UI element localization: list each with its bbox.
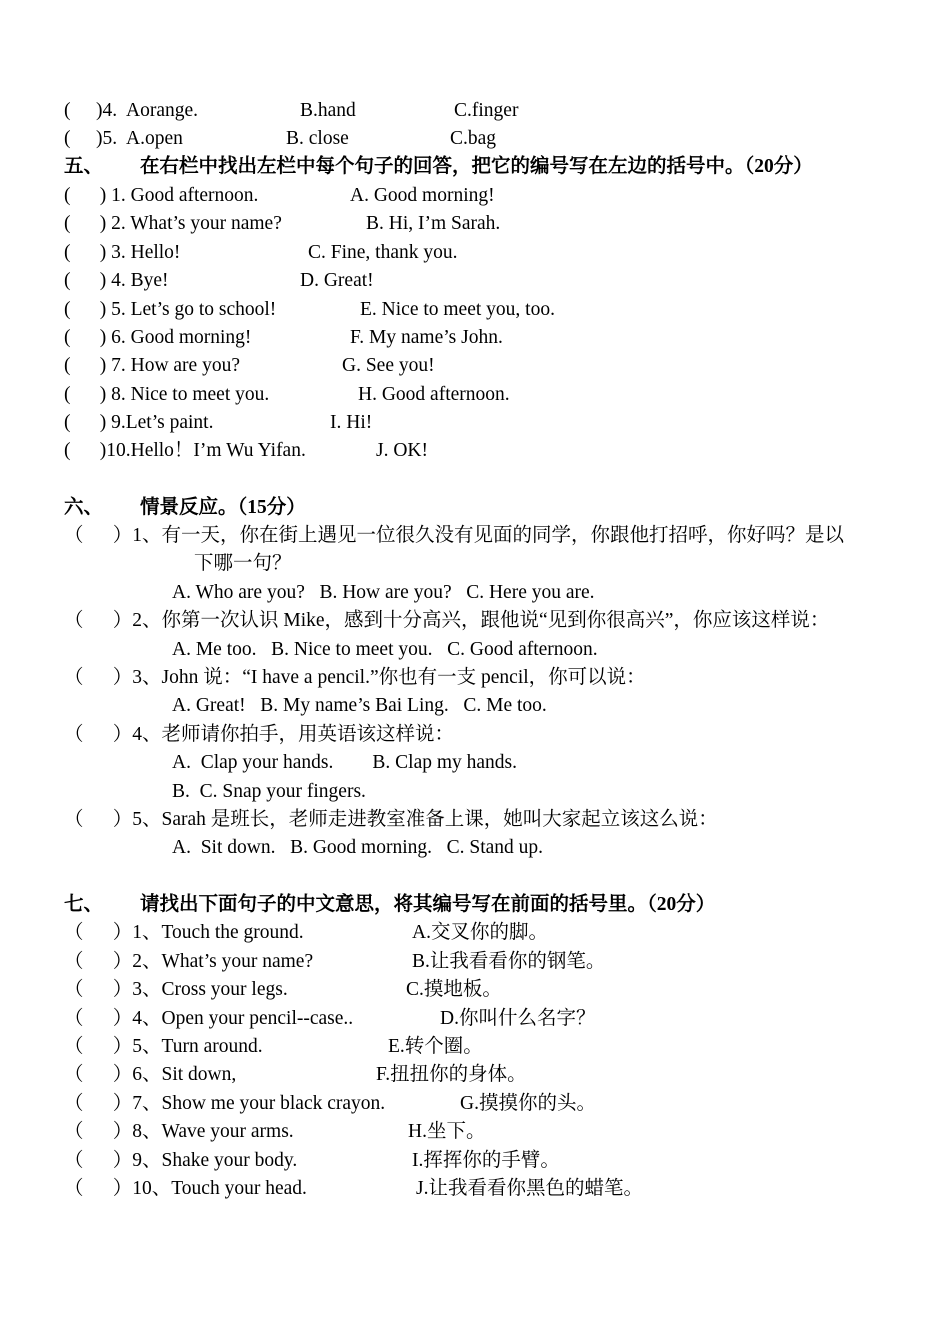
- option-b: B. close: [286, 128, 349, 149]
- section-7-row: [64, 976, 502, 1004]
- section-7-row: [64, 1061, 527, 1089]
- section-7-row: [64, 919, 548, 947]
- english-sentence: （ ）7、Show me your black crayon.: [64, 1093, 386, 1114]
- section-5-row: [64, 210, 501, 238]
- left-column-question: ( ) 7. How are you?: [64, 355, 240, 376]
- left-column-question: ( ) 5. Let’s go to school!: [64, 299, 277, 320]
- english-sentence: （ ）4、Open your pencil--case..: [64, 1008, 354, 1029]
- section-5-row: [64, 409, 373, 437]
- right-column-answer: J. OK!: [376, 440, 428, 461]
- english-sentence: （ ）1、Touch the ground.: [64, 922, 304, 943]
- answer-bracket: (: [64, 100, 71, 121]
- left-column-question: ( ) 6. Good morning!: [64, 327, 252, 348]
- right-column-answer: F. My name’s John.: [350, 327, 503, 348]
- option-c: C.bag: [450, 128, 497, 149]
- section-7-row: [64, 1175, 643, 1203]
- section-5-row: [64, 381, 510, 409]
- section-6-question-1-options: A. Who are you? B. How are you? C. Here you are.: [172, 582, 595, 603]
- section-marker: 五、: [64, 156, 104, 177]
- chinese-meaning: C.摸地板。: [406, 979, 502, 1000]
- left-column-question: ( ) 9.Let’s paint.: [64, 412, 214, 433]
- chinese-meaning: D.你叫什么名字？: [440, 1008, 596, 1029]
- section-7-row: [64, 1118, 486, 1146]
- question-number: )5.: [96, 128, 118, 149]
- english-sentence: （ ）6、Sit down,: [64, 1064, 237, 1085]
- right-column-answer: D. Great!: [300, 270, 374, 291]
- chinese-meaning: J.让我看看你黑色的蜡笔。: [416, 1178, 643, 1199]
- section-5-row: [64, 324, 503, 352]
- section-title: 请找出下面句子的中文意思，将其编号写在前面的括号里。（20分）: [140, 894, 716, 915]
- part4-question-4: [64, 97, 519, 125]
- section-6-question-4: （ ）4、老师请你拍手，用英语该这样说：: [64, 724, 455, 745]
- section-6-heading: [64, 494, 306, 522]
- section-marker: 七、: [64, 894, 104, 915]
- left-column-question: ( ) 1. Good afternoon.: [64, 185, 259, 206]
- right-column-answer: H. Good afternoon.: [358, 384, 510, 405]
- section-5-row: [64, 296, 555, 324]
- section-6-question-3-options: A. Great! B. My name’s Bai Ling. C. Me too.: [172, 695, 547, 716]
- section-6-question-5: （ ）5、Sarah 是班长，老师走进教室准备上课，她叫大家起立该这么说：: [64, 809, 718, 830]
- right-column-answer: E. Nice to meet you, too.: [360, 299, 555, 320]
- right-column-answer: B. Hi, I’m Sarah.: [366, 213, 501, 234]
- section-title: 情景反应。（15分）: [140, 497, 306, 518]
- section-7-row: [64, 948, 606, 976]
- section-6-question-5-options: A. Sit down. B. Good morning. C. Stand up.: [172, 837, 544, 858]
- english-sentence: （ ）5、Turn around.: [64, 1036, 263, 1057]
- section-7-row: [64, 1090, 596, 1118]
- section-7-heading: [64, 891, 716, 919]
- option-a: Aorange.: [126, 100, 199, 121]
- option-a: A.open: [126, 128, 183, 149]
- section-5-row: [64, 437, 428, 465]
- section-title: 在右栏中找出左栏中每个句子的回答，把它的编号写在左边的括号中。（20分）: [140, 156, 813, 177]
- right-column-answer: A. Good morning!: [350, 185, 495, 206]
- section-5-row: [64, 239, 458, 267]
- right-column-answer: G. See you!: [342, 355, 435, 376]
- section-5-heading: [64, 153, 813, 181]
- section-7-row: [64, 1033, 483, 1061]
- question-number: )4.: [96, 100, 118, 121]
- english-sentence: （ ）3、Cross your legs.: [64, 979, 288, 1000]
- right-column-answer: C. Fine, thank you.: [308, 242, 458, 263]
- answer-bracket: (: [64, 128, 71, 149]
- section-6-question-1: （ ）1、有一天，你在街上遇见一位很久没有见面的同学，你跟他打招呼，你好吗？是以: [64, 525, 845, 546]
- section-5-row: [64, 182, 495, 210]
- chinese-meaning: F.扭扭你的身体。: [376, 1064, 527, 1085]
- section-7-row: [64, 1005, 596, 1033]
- section-5-row: [64, 267, 374, 295]
- section-marker: 六、: [64, 497, 104, 518]
- english-sentence: （ ）9、Shake your body.: [64, 1150, 298, 1171]
- chinese-meaning: I.挥挥你的手臂。: [412, 1150, 560, 1171]
- chinese-meaning: A.交叉你的脚。: [412, 922, 548, 943]
- section-6-question-2: （ ）2、你第一次认识 Mike，感到十分高兴，跟他说“见到你很高兴”，你应该这样说：: [64, 610, 830, 631]
- chinese-meaning: H.坐下。: [408, 1121, 486, 1142]
- option-c: C.finger: [454, 100, 519, 121]
- section-6-question-4-options-continued: B. C. Snap your fingers.: [172, 781, 366, 802]
- left-column-question: ( ) 3. Hello!: [64, 242, 181, 263]
- chinese-meaning: B.让我看看你的钢笔。: [412, 951, 606, 972]
- section-5-row: [64, 352, 435, 380]
- section-6-question-4-options: A. Clap your hands. B. Clap my hands.: [172, 752, 518, 773]
- chinese-meaning: E.转个圈。: [388, 1036, 483, 1057]
- chinese-meaning: G.摸摸你的头。: [460, 1093, 596, 1114]
- section-7-row: [64, 1147, 560, 1175]
- part4-question-5: [64, 125, 497, 153]
- right-column-answer: I. Hi!: [330, 412, 373, 433]
- section-6-question-2-options: A. Me too. B. Nice to meet you. C. Good afternoon.: [172, 639, 598, 660]
- left-column-question: ( ) 4. Bye!: [64, 270, 169, 291]
- section-6-question-3: （ ）3、John 说：“I have a pencil.”你也有一支 pencil，你可以说：: [64, 667, 646, 688]
- section-6-question-1-continued: 下哪一句？: [194, 553, 292, 574]
- left-column-question: ( ) 2. What’s your name?: [64, 213, 282, 234]
- left-column-question: ( )10.Hello！I’m Wu Yifan.: [64, 440, 306, 461]
- english-sentence: （ ）2、What’s your name?: [64, 951, 314, 972]
- english-sentence: （ ）8、Wave your arms.: [64, 1121, 294, 1142]
- english-sentence: （ ）10、Touch your head.: [64, 1178, 307, 1199]
- option-b: B.hand: [300, 100, 356, 121]
- left-column-question: ( ) 8. Nice to meet you.: [64, 384, 270, 405]
